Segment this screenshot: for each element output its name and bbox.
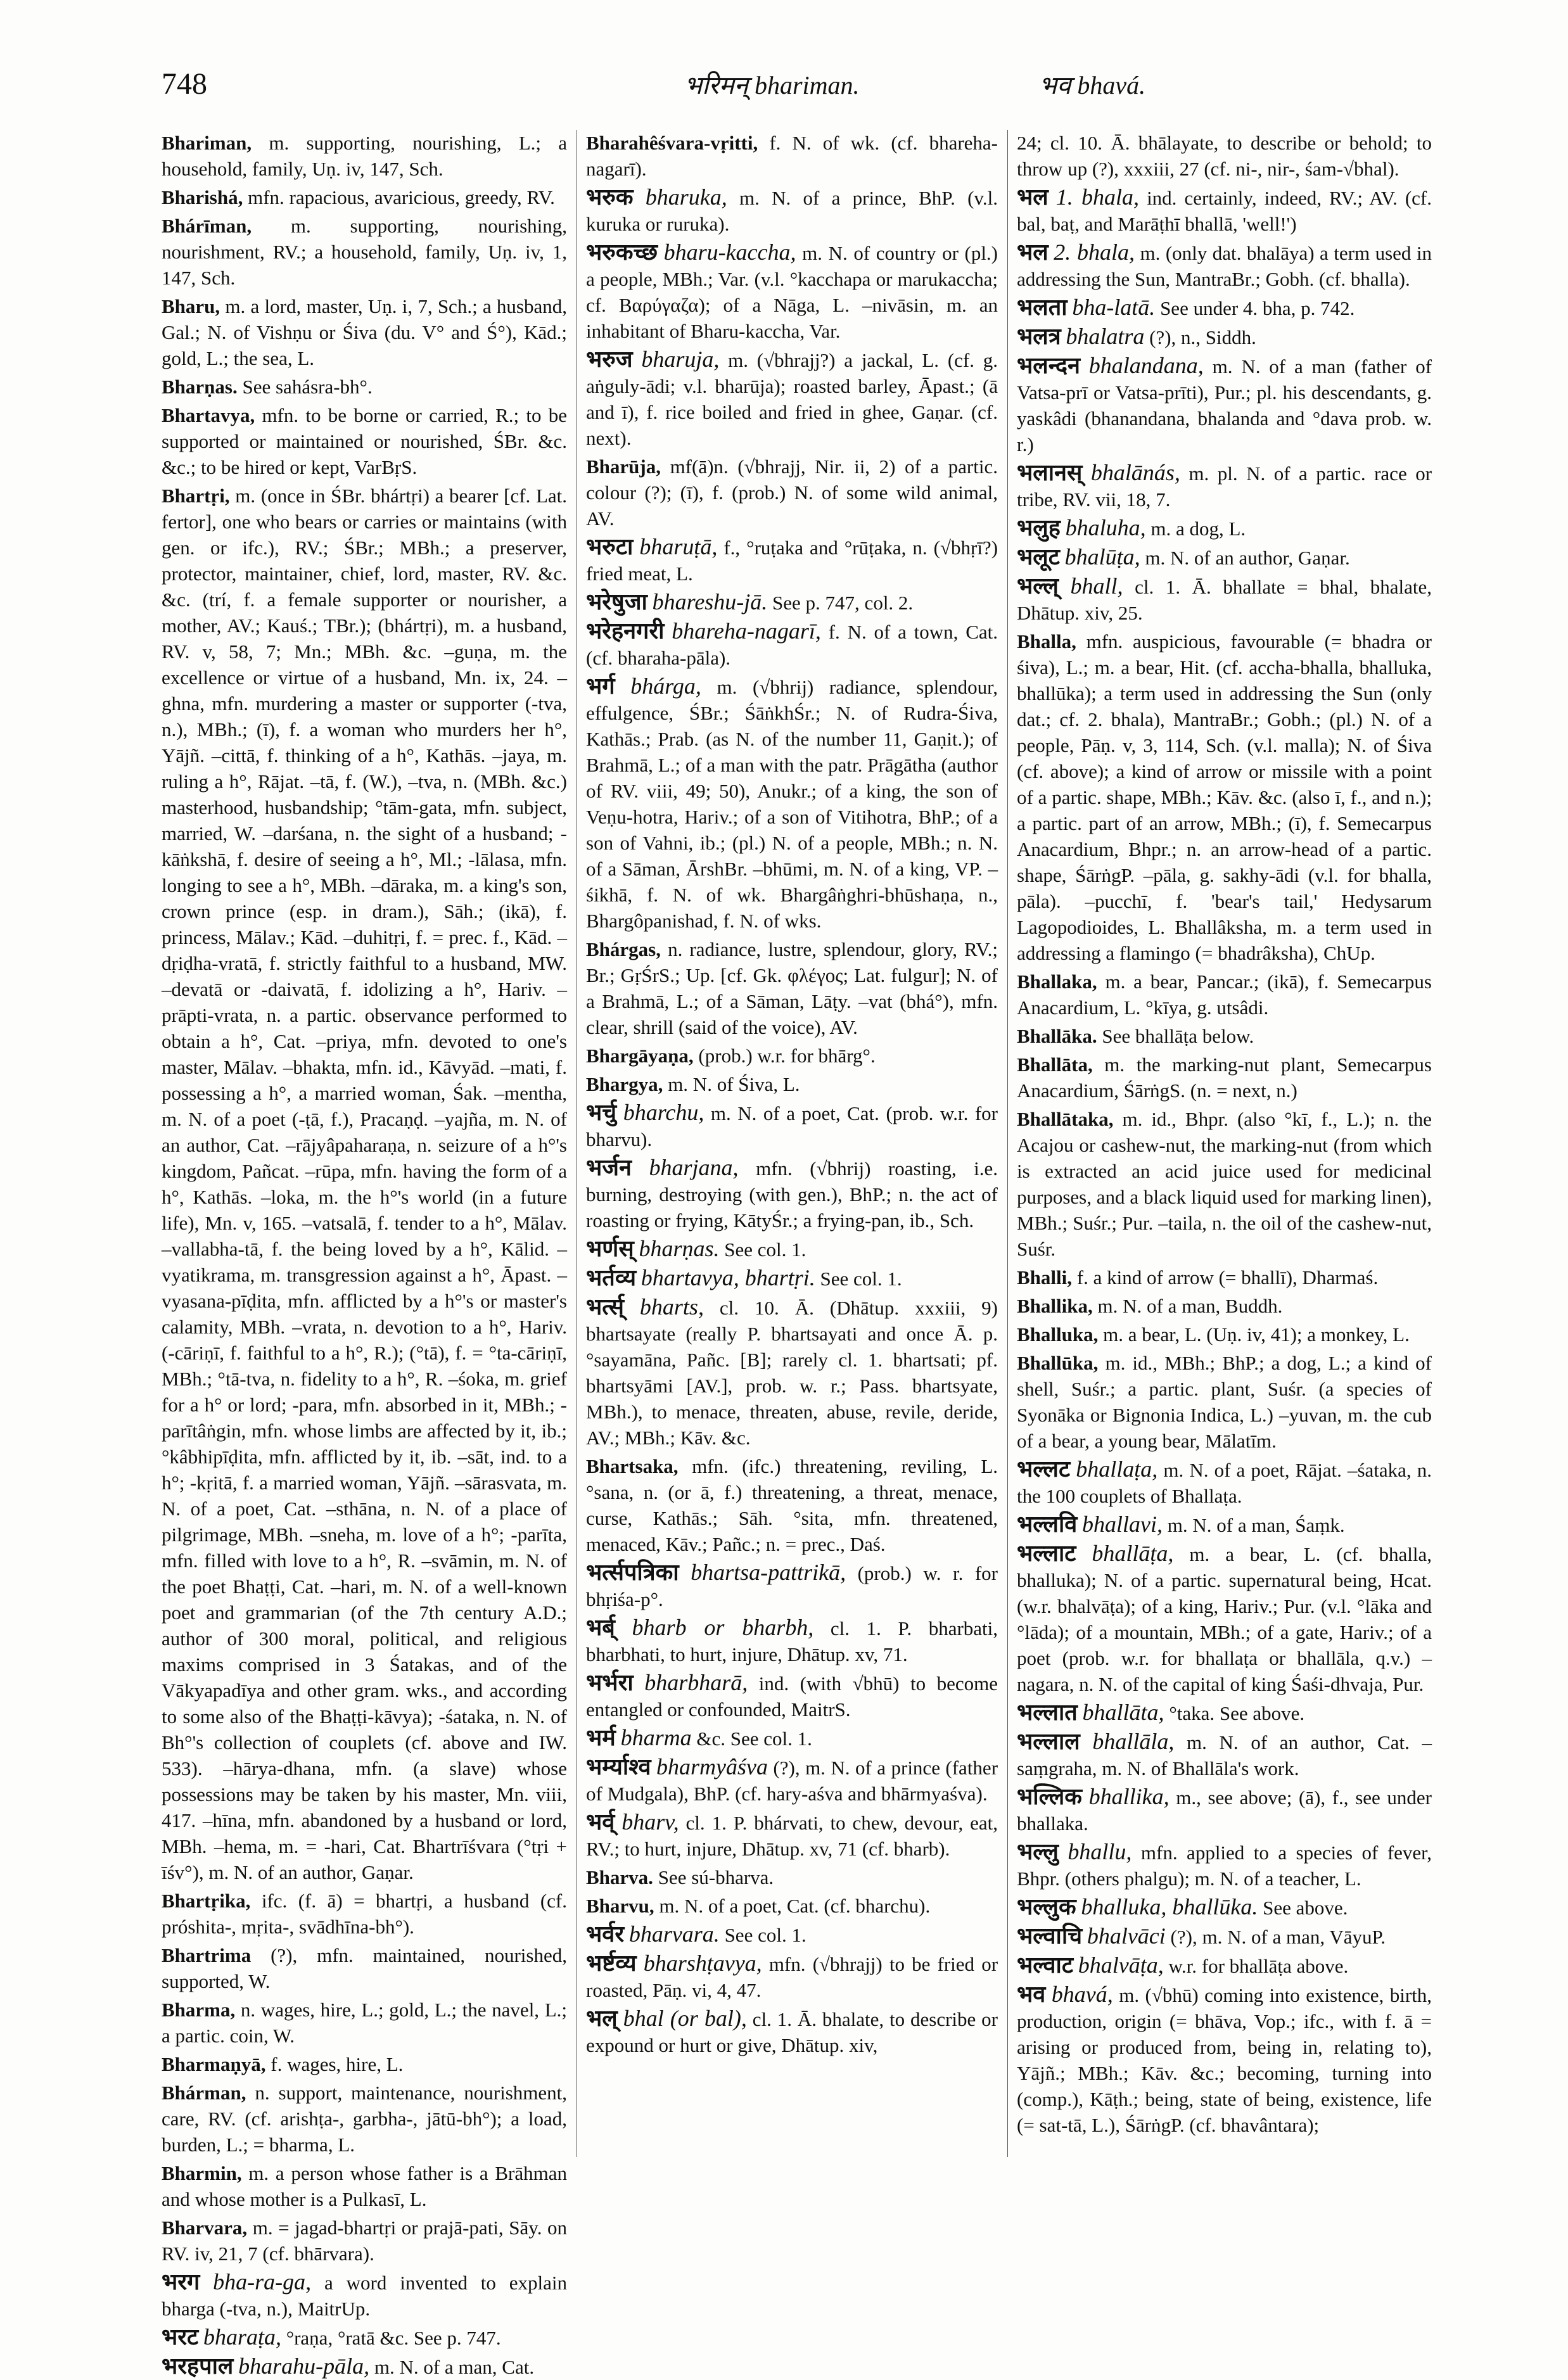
devanagari-headword: भरेषुजा — [586, 589, 647, 615]
dictionary-entry — [586, 534, 998, 587]
dictionary-entry — [162, 1888, 567, 1940]
headword: Bhallātaka, — [1017, 1108, 1114, 1130]
headword: bhartavya, bhartṛi. — [641, 1265, 815, 1290]
definition-text: See col. 1. — [724, 1238, 806, 1261]
dictionary-entry — [1017, 353, 1432, 457]
devanagari-headword: भल्वाचि — [1017, 1923, 1083, 1949]
dictionary-entry — [1017, 1052, 1432, 1104]
headword: bhallāta, — [1082, 1700, 1164, 1725]
definition-text: cl. 1. Ā. bhalate, to describe or expound or hurt or give, Dhātup. xiv, — [586, 2008, 998, 2056]
devanagari-headword: भरेहनगरी — [586, 618, 665, 644]
dictionary-entry — [586, 347, 998, 451]
headword: Bharmin, — [162, 2162, 242, 2184]
headword: bha-latā. — [1072, 295, 1156, 320]
dictionary-entry — [1017, 1982, 1432, 2138]
definition-text: cl. 10. Ā. (Dhātup. xxxiii, 9) bhartsayate (really P. bhartsayati and once Ā. p. °sayamāna, Pañc. [B]; rarely cl. 1. bhartsati; pf. bhartsyāmi [AV.], prob. w. r.; Pass. bhartsyate, MBh.), to menace, threaten, abuse, revile, deride, AV.; MBh.; Kāv. &c. — [586, 1297, 998, 1449]
headword: bhalatra — [1066, 324, 1145, 349]
dictionary-entry — [586, 454, 998, 531]
definition-text: mfn. rapacious, avaricious, greedy, RV. — [248, 186, 555, 208]
devanagari-headword: भर्जन — [586, 1155, 632, 1181]
devanagari-headword: भर्म्याश्व — [586, 1754, 651, 1780]
headword: bharu-kaccha, — [663, 239, 796, 265]
definition-text: m. N. of a poet, Rājat. –śataka, n. the 100 couplets of Bhallaṭa. — [1017, 1459, 1432, 1507]
column-3 — [1017, 130, 1432, 2176]
definition-text: m. supporting, nourishing, L.; a household, family, Uṇ. iv, 147, Sch. — [162, 132, 567, 180]
devanagari-headword: भर्णस् — [586, 1236, 634, 1262]
devanagari-headword: भर्भरा — [586, 1670, 634, 1696]
devanagari-headword: भलूट — [1017, 544, 1060, 570]
dictionary-entry — [162, 374, 567, 400]
devanagari-headword: भल — [1017, 239, 1049, 265]
dictionary-entry — [162, 483, 567, 1885]
headword: bhallavi, — [1082, 1511, 1163, 1537]
column-divider — [1007, 130, 1008, 2157]
definition-text: ind. certainly, indeed, RV.; AV. (cf. bal, baṭ, and Marāṭhī bhallā, 'well!') — [1017, 187, 1432, 235]
headword: Bhariman, — [162, 132, 252, 154]
headword: Bhallāta, — [1017, 1053, 1093, 1076]
headword: Bharūja, — [586, 455, 661, 478]
definition-text: See p. 747, col. 2. — [772, 592, 914, 614]
page-header — [0, 67, 1568, 117]
headword: Bhartṛi, — [162, 485, 230, 507]
headword: Bhárman, — [162, 2082, 246, 2104]
headword: bhallāla, — [1092, 1729, 1175, 1754]
devanagari-headword: भरुकच्छ — [586, 239, 658, 265]
devanagari-headword: भर्व् — [586, 1809, 615, 1835]
devanagari-headword: भल्लुक — [1017, 1894, 1076, 1920]
definition-text: m. a person whose father is a Brāhman and whose mother is a Pulkasī, L. — [162, 2162, 568, 2210]
devanagari-headword: भलुह — [1017, 515, 1061, 541]
definition-text: &c. See col. 1. — [696, 1728, 812, 1750]
headword: bhalānás, — [1090, 460, 1180, 485]
dictionary-entry — [586, 589, 998, 616]
dictionary-entry — [586, 1754, 998, 1807]
headword: Bhallūka, — [1017, 1352, 1099, 1374]
dictionary-entry — [1017, 1839, 1432, 1892]
devanagari-headword: भरुक — [586, 184, 634, 210]
definition-text: m. (√bhū) coming into existence, birth, production, origin (= bhāva, Vop.; ifc., with f. ā = arising or produced from, being in, relating to), Yājñ.; MBh.; Kāv. &c.; becoming, turning into (comp.), Kāṭh.; being, state of being, existence, life (= sat-tā, L.), ŚārṅgP. (cf. bhavântara); — [1017, 1984, 1432, 2136]
definition-text: mfn. auspicious, favourable (= bhadra or śiva), L.; m. a bear, Hit. (cf. accha-bhalla, bhalluka, bhallūka); a term used in addressing the Sun (only dat.; cf. 2. bhala), MantraBr.; Gobh.; (pl.) N. of a people, Pāṇ. v, 3, 114, Sch. (v.l. malla); N. of Śiva (cf. above); a kind of arrow or missile with a point of a partic. shape, MBh.; Kāv. &c. (also ī, f., and n.); a partic. part of an arrow, MBh.; (ī), f. Semecarpus Anacardium, Bhpr.; n. an arrow-head of a partic. shape, ŚārṅgP. –pāla, g. sakhy-ādi (v.l. for bhalla, pāla). –pucchī, f. 'bear's tail,' Hedysarum Lagopodioides, L. Bhallâksha, m. a term used in addressing a flamingo (= bhadrâksha), ChUp. — [1017, 630, 1432, 964]
definition-text: m. (only dat. bhalāya) a term used in addressing the Sun, MantraBr.; Gobh. (cf. bhalla). — [1017, 242, 1432, 290]
dictionary-entry — [1017, 544, 1432, 571]
devanagari-headword: भर्ष्टव्य — [586, 1950, 637, 1976]
dictionary-entry — [1017, 573, 1432, 626]
definition-text: m. the marking-nut plant, Semecarpus Anacardium, ŚārṅgS. (n. = next, n.) — [1017, 1053, 1432, 1102]
definition-text: m. id., Bhpr. (also °kī, f., L.); n. the Acajou or cashew-nut, the marking-nut (from which is extracted an acid juice used for medicinal purposes, and a black liquid used for marking linen), MBh.; Suśr.; Pur. –taila, n. the oil of the cashew-nut, Suśr. — [1017, 1108, 1432, 1260]
definition-text: m. N. of an author, Gaṇar. — [1145, 547, 1350, 569]
definition-text: (?), m. N. of a man, VāyuP. — [1170, 1926, 1386, 1948]
devanagari-headword: भल्लु — [1017, 1839, 1059, 1865]
headword: bhallu, — [1068, 1839, 1132, 1864]
headword: Bharvu, — [586, 1895, 654, 1917]
headword: bhallika, — [1088, 1784, 1170, 1809]
headword: Bharu, — [162, 295, 220, 317]
definition-text: f., °ruṭaka and °rūṭaka, n. (√bhṛī?) fried meat, L. — [586, 537, 998, 585]
devanagari-headword: भलत्र — [1017, 324, 1061, 350]
headword: 1. bhala, — [1055, 184, 1140, 210]
dictionary-entry — [586, 1155, 998, 1233]
dictionary-entry — [586, 1560, 998, 1612]
dictionary-entry — [586, 1294, 998, 1451]
headword: 2. bhala, — [1054, 239, 1135, 265]
definition-text: m. a bear, Pancar.; (ikā), f. Semecarpus Anacardium, L. °kīya, g. utsâdi. — [1017, 970, 1432, 1019]
definition-text: (?), n., Siddh. — [1149, 326, 1256, 348]
devanagari-headword: भल्वाट — [1017, 1952, 1074, 1978]
headword: bhalluka, bhallūka. — [1081, 1894, 1258, 1919]
headword: Bhartsaka, — [586, 1455, 679, 1477]
devanagari-headword: भल्लट — [1017, 1456, 1071, 1482]
dictionary-entry — [1017, 1923, 1432, 1950]
headword: Bhargāyaṇa, — [586, 1045, 694, 1067]
headword: bharb or bharbh, — [632, 1615, 814, 1640]
dictionary-entry — [586, 1725, 998, 1752]
right-running-head: भव bhavá. — [1039, 71, 1146, 99]
dictionary-entry — [1017, 1456, 1432, 1509]
left-running-head: भरिमन् bhariman. — [684, 71, 860, 99]
headword: Bhalluka, — [1017, 1323, 1099, 1346]
definition-text: cl. 1. P. bhárvati, to chew, devour, eat, RV.; to hurt, injure, Dhātup. xv, 71 (cf. bharb). — [586, 1812, 998, 1860]
definition-text: m. N. of a man, Cat. — [374, 2356, 535, 2378]
headword: bhal (or bal), — [623, 2006, 747, 2031]
definition-text: m. N. of a man (father of Vatsa-prī or Vatsa-prīti), Pur.; pl. his descendants, g. yaskâdi (bhanandana, bhalanda and °dava prob. w. r.) — [1017, 355, 1432, 455]
definition-text: m. N. of a poet, Cat. (cf. bharchu). — [659, 1895, 931, 1917]
dictionary-entry — [586, 1236, 998, 1263]
headword: bharshṭavya, — [643, 1950, 762, 1976]
dictionary-entry — [162, 2269, 567, 2322]
devanagari-headword: भलता — [1017, 295, 1068, 321]
definition-text: m. N. of a man, Buddh. — [1097, 1295, 1283, 1317]
definition-text: mfn. (ifc.) threatening, reviling, L. °sana, n. (or ā, f.) threatening, a threat, menace, curse, Kathās.; Sāh. °sita, mfn. threatened, menaced, Kāv.; Pañc.; n. = prec., Daś. — [586, 1455, 998, 1555]
devanagari-headword: भर्त्सपत्रिका — [586, 1560, 679, 1586]
headword: Bharahêśvara-vṛitti, — [586, 132, 758, 154]
headword: bharvara. — [628, 1921, 720, 1947]
headword: Bharishá, — [162, 186, 243, 208]
dictionary-entry — [1017, 460, 1432, 512]
definition-text: m. a lord, master, Uṇ. i, 7, Sch.; a husband, Gal.; N. of Vishṇu or Śiva (du. V° and Ś°), Kād.; gold, L.; the sea, L. — [162, 295, 567, 369]
dictionary-entry — [1017, 239, 1432, 292]
dictionary-entry — [1017, 1511, 1432, 1538]
dictionary-entry — [162, 2324, 567, 2351]
devanagari-headword: भर्ग — [586, 673, 615, 699]
headword: Bhallika, — [1017, 1295, 1093, 1317]
headword: bhallaṭa, — [1076, 1456, 1158, 1482]
dictionary-entry — [162, 1942, 567, 1994]
definition-text: m. N. of country or (pl.) a people, MBh.; Var. (v.l. °kacchapa or marukaccha; cf. Βαρύγαζα); of a Nāga, L. –nivāsin, m. an inhabitant of Bharu-kaccha, Var. — [586, 242, 998, 342]
dictionary-entry — [1017, 1293, 1432, 1319]
column-2 — [586, 130, 998, 2176]
devanagari-headword: भल्लात — [1017, 1700, 1078, 1726]
definition-text: m. a bear, L. (Uṇ. iv, 41); a monkey, L. — [1103, 1323, 1410, 1346]
page-number: 748 — [162, 67, 207, 101]
definition-text: m. supporting, nourishing, nourishment, RV.; a household, family, Uṇ. iv, 1, 147, Sch. — [162, 215, 567, 289]
definition-text: cl. 1. Ā. bhallate = bhal, bhalate, Dhātup. xiv, 25. — [1017, 576, 1432, 624]
headword: bhalūṭa, — [1064, 544, 1140, 570]
definition-text: n. support, maintenance, nourishment, care, RV. (cf. arishṭa-, garbha-, jātū-bh°); a load, burden, L.; = bharma, L. — [162, 2082, 567, 2156]
devanagari-headword: भरुटा — [586, 534, 634, 560]
headword: Bhárgas, — [586, 938, 661, 960]
definition-text: (prob.) w.r. for bhārg°. — [698, 1045, 876, 1067]
dictionary-entry — [1017, 1894, 1432, 1921]
headword: bhallāṭa, — [1092, 1541, 1174, 1566]
headword: bhareshu-jā. — [652, 589, 768, 614]
headword: bharṇas. — [639, 1236, 720, 1261]
headword: Bharṇas. — [162, 376, 238, 398]
dictionary-entry — [586, 1100, 998, 1152]
headword: Bhallaka, — [1017, 970, 1097, 993]
devanagari-headword: भल्लवि — [1017, 1511, 1078, 1537]
headword: Bhallāka. — [1017, 1025, 1097, 1047]
devanagari-headword: भल्ल् — [1017, 573, 1059, 599]
devanagari-headword: भर्त्स् — [586, 1294, 624, 1320]
definition-text: m. N. of a prince, BhP. (v.l. kuruka or ruruka). — [586, 187, 998, 235]
definition-text: See sú-bharva. — [658, 1866, 774, 1888]
dictionary-entry — [162, 402, 567, 480]
headword: bhárga, — [630, 673, 701, 699]
definition-text: See sahásra-bh°. — [242, 376, 373, 398]
definition-text: m. (√bhrajj?) a jackal, L. (cf. g. aṅguly-ādi; v.l. bharūja); roasted barley, Āpast.; (ā and ī), f. rice boiled and fried in ghee, Gaṇar. (cf. next). — [586, 349, 998, 449]
dictionary-entry — [586, 1265, 998, 1292]
dictionary-entry — [586, 1670, 998, 1722]
headword: Bharma, — [162, 1999, 236, 2021]
devanagari-headword: भव — [1017, 1982, 1046, 2008]
dictionary-entry — [1017, 1784, 1432, 1836]
devanagari-headword: भर्तव्य — [586, 1265, 637, 1291]
dictionary-entry — [586, 1921, 998, 1948]
dictionary-entry — [162, 130, 567, 182]
headword: bharchu, — [623, 1100, 704, 1125]
definition-text: (prob.) w. r. for bhṛiśa-p°. — [586, 1562, 998, 1610]
devanagari-headword: भर्ब् — [586, 1615, 615, 1641]
definition-text: 24; cl. 10. Ā. bhālayate, to describe or behold; to throw up (?), xxxiii, 27 (cf. ni-, nir-, śam-√bhal). — [1017, 132, 1432, 180]
dictionary-entry — [586, 1809, 998, 1862]
headword: Bhalla, — [1017, 630, 1076, 652]
headword: Bhargya, — [586, 1073, 663, 1095]
dictionary-entry — [1017, 1541, 1432, 1697]
dictionary-entry — [162, 293, 567, 371]
definition-text: cl. 1. P. bharbati, bharbhati, to hurt, injure, Dhātup. xv, 71. — [586, 1617, 998, 1665]
dictionary-entry — [162, 1997, 567, 2049]
headword: bhalandana, — [1088, 353, 1204, 378]
headword: Bhalli, — [1017, 1266, 1073, 1289]
dictionary-entry — [1017, 184, 1432, 237]
headword: bharaṭa, — [203, 2324, 281, 2350]
dictionary-entry — [1017, 969, 1432, 1021]
definition-text: f. a kind of arrow (= bhallī), Dharmaś. — [1076, 1266, 1379, 1289]
headword: Bharvara, — [162, 2217, 248, 2239]
headword: bhalvāci — [1087, 1923, 1166, 1949]
definition-text: m. a bear, L. (cf. bhalla, bhalluka); N. of a partic. supernatural being, Hcat. (w.r. bhalvāṭa); of a king, Hariv.; Pur. (v.l. °lāka and °lāda); of a mountain, MBh.; of a gate, Hariv.; of a poet (prob. w.r. for bhallaṭa or bhallāla, q.v.) –nagara, n. N. of the capital of king Śaśi-dhvaja, Pur. — [1017, 1543, 1432, 1695]
dictionary-entry — [586, 1453, 998, 1557]
definition-text: See under 4. bha, p. 742. — [1160, 297, 1355, 319]
headword: bhaluha, — [1065, 515, 1146, 540]
devanagari-headword: भल — [1017, 184, 1049, 210]
headword: bharts, — [639, 1294, 704, 1320]
definition-text: (?), m. N. of a prince (father of Mudgala), BhP. (cf. hary-aśva and bhārmyaśva). — [586, 1757, 998, 1805]
devanagari-headword: भल्लाट — [1017, 1541, 1076, 1567]
dictionary-entry — [586, 673, 998, 934]
devanagari-headword: भल् — [586, 2006, 618, 2032]
definition-text: °taka. See above. — [1169, 1702, 1305, 1724]
definition-text: m. pl. N. of a partic. race or tribe, RV. vii, 18, 7. — [1017, 462, 1432, 511]
definition-text: m. N. of a poet, Cat. (prob. w.r. for bharvu). — [586, 1102, 998, 1150]
dictionary-entry — [586, 1950, 998, 2003]
definition-text: n. radiance, lustre, splendour, glory, RV.; Br.; GṛŚrS.; Up. [cf. Gk. φλέγος; Lat. fulgur]; N. of a Brahmā, L.; of a Sāman, Lāṭy. –vat (bhá°), mfn. clear, shrill (said of the voice), AV. — [586, 938, 998, 1038]
headword: bharahu-pāla, — [238, 2353, 370, 2379]
definition-text: mfn. applied to a species of fever, Bhpr. (others phalgu); m. N. of a teacher, L. — [1017, 1842, 1432, 1890]
dictionary-entry — [162, 2051, 567, 2077]
dictionary-entry — [586, 184, 998, 237]
dictionary-entry — [1017, 130, 1432, 182]
devanagari-headword: भलानस् — [1017, 460, 1083, 486]
definition-text: See col. 1. — [820, 1268, 902, 1290]
devanagari-headword: भल्लाल — [1017, 1729, 1080, 1755]
headword: bhalvāṭa, — [1078, 1952, 1164, 1978]
definition-text: f. N. of wk. (cf. bhareha-nagarī). — [586, 132, 998, 180]
headword: bhartsa-pattrikā, — [691, 1560, 846, 1585]
definition-text: m. id., MBh.; BhP.; a dog, L.; a kind of shell, Suśr.; a partic. plant, Suśr. (a species of Syonāka or Bignonia Indica, L.) –yuvan, m. the cub of a bear, a young bear, Mālatīm. — [1017, 1352, 1432, 1452]
dictionary-entry — [162, 2353, 567, 2380]
definition-text: mfn. (√bhrij) roasting, i.e. burning, destroying (with gen.), BhP.; n. the act of roasting or frying, KātyŚr.; a frying-pan, ib., Sch. — [586, 1157, 998, 1231]
headword: bharuja, — [641, 347, 720, 372]
headword: Bhartṛika, — [162, 1890, 251, 1912]
definition-text: °raṇa, °ratā &c. See p. 747. — [286, 2327, 501, 2349]
devanagari-headword: भल्लिक — [1017, 1784, 1082, 1810]
dictionary-entry — [1017, 295, 1432, 321]
dictionary-entry — [1017, 515, 1432, 542]
headword: bharmyâśva — [656, 1754, 768, 1779]
definition-text: m. (once in ŚBr. bhártṛi) a bearer [cf. Lat. fertor], one who bears or carries or maintains (with gen. or ifc.), RV.; ŚBr.; MBh.; a preserver, protector, maintainer, chief, lord, master, RV. &c. &c. (trí, f. a female supporter or nourisher, a mother, AV.; Kauś.; TBr.); (bhártṛi), m. a husband, RV. v, 58, 7; Mn.; MBh. &c. –guṇa, m. the excellence or virtue of a husband, Mn. ix, 24. –ghna, mfn. murdering a master or supporter (-tva, n.), MBh.; (ī), f. a woman who murders her h°, Yājñ. –cittā, f. thinking of a h°, Kathās. –jaya, m. ruling a h°, Rājat. –tā, f. (W.), –tva, n. (MBh. &c.) masterhood, husbandship; °tām-gata, mfn. subject, married, W. –darśana, n. the sight of a husband; -kāṅkshā, f. desire of seeing a h°, Ml.; -lālasa, mfn. longing to see a h°, MBh. –dāraka, m. a king's son, crown prince (esp. in dram.), Sāh.; (ikā), f. princess, Mālav.; Kād. –duhitṛi, f. = prec. f., Kād. –dṛiḍha-vratā, f. strictly faithful to a husband, MW. –devatā or -daivatā, f. idolizing a h°, Hariv. –prāpti-vrata, n. a partic. observance performed to obtain a h°, Cat. –priya, mfn. devoted to one's master, Mālav. –bhakta, mfn. id., Kāvyād. –mati, f. possessing a h°, a married woman, Śak. –mentha, m. N. of a poet (-ṭā, f.), Pracaṇḍ. –yajña, m. N. of an author, Cat. –rājyâpaharaṇa, n. seizure of a h°'s kingdom, Pañcat. –rūpa, mfn. having the form of a h°, Kathās. –loka, m. the h°'s world (in a future life), Mn. v, 165. –vatsalā, f. tender to a h°, Mālav. –vallabha-tā, f. the being loved by a h°, Kālid. –vyatikrama, m. transgression against a h°, Āpast. –vyasana-pīḍita, mfn. afflicted by a h°'s or master's calamity, MBh. –vrata, n. devotion to a h°, Hariv. (-cāriṇī, f. faithful to a h°, R.); (°tā), f. = °ta-cāriṇī, MBh.; °tā-tva, n. fidelity to a h°, R. –śoka, m. grief for a h° or lord; -para, mfn. absorbed in it, MBh.; -parītâṅgin, mfn. whose limbs are affected by it, ib.; °kâbhipīḍita, mfn. afflicted by it, ib. –sāt, ind. to a h°; -kṛitā, f. a married woman, Yājñ. –sārasvata, m. N. of a poet, Cat. –sthāna, n. N. of a place of pilgrimage, MBh. –sneha, m. love of a h°; -parīta, mfn. filled with love to a h°, R. –svāmin, m. N. of the poet Bhaṭṭi, Cat. –hari, m. N. of a well-known poet and grammarian (of the 7th century A.D.; author of 300 moral, political, and religious maxims comprised in 3 Śatakas, and of the Vākyapadīya and other gram. wks., and according to some also of the Bhaṭṭi-kāvya); -śataka, n. N. of Bh°'s collection of couplets (cf. above and IW. 533). –hārya-dhana, mfn. (a slave) whose possessions may be taken by his master, Mn. viii, 417. –hīna, mfn. abandoned by a husband or lord, MBh. –hema, m. = -hari, Cat. Bhartrīśvara (°tṛi + īśv°), m. N. of an author, Gaṇar. — [162, 485, 568, 1883]
devanagari-headword: भरग — [162, 2269, 200, 2295]
headword: bha-ra-ga, — [213, 2269, 312, 2294]
definition-text: mfn. to be borne or carried, R.; to be supported or maintained or nourished, ŚBr. &c. &c.; to be hired or kept, VarBṛS. — [162, 404, 567, 478]
devanagari-headword: भरट — [162, 2324, 199, 2350]
definition-text: m. (√bhrij) radiance, splendour, effulgence, ŚBr.; ŚāṅkhŚr.; N. of Rudra-Śiva, Kathās.; Prab. (as N. of the number 11, Gaṇit.); of Brahmā, L.; of a man with the patr. Prāgātha (author of RV. viii, 49; 50), Anukr.; of a king, the son of Veṇu-hotra, Hariv.; of a son of Vitihotra, BhP.; of a son of Vahni, ib.; (pl.) N. of a people, MBh.; n. N. of a Sāman, ĀrshBr. –bhūmi, m. N. of a king, VP. –śikhā, f. N. of wk. Bhargâṅghri-bhūshaṇa, n., Bhargôpanishad, f. N. of wks. — [586, 676, 998, 932]
dictionary-entry — [162, 2215, 567, 2267]
dictionary-entry — [1017, 1350, 1432, 1454]
dictionary-entry — [586, 1043, 998, 1069]
dictionary-entry — [1017, 1023, 1432, 1049]
devanagari-headword: भलन्दन — [1017, 353, 1080, 379]
definition-text: mf(ā)n. (√bhrajj, Nir. ii, 2) of a partic. colour (?); (ī), f. (prob.) N. of some wild animal, AV. — [586, 455, 998, 530]
headword: bharv, — [621, 1809, 679, 1835]
headword: bharuka, — [645, 184, 727, 210]
headword: Bharmaṇyā, — [162, 2053, 266, 2075]
definition-text: ifc. (f. ā) = bhartṛi, a husband (cf. próshita-, mṛita-, svādhīna-bh°). — [162, 1890, 567, 1938]
headword: Bhartrima — [162, 1944, 252, 1966]
dictionary-entry — [586, 936, 998, 1040]
headword: bhall, — [1070, 573, 1123, 599]
headword: Bhartavya, — [162, 404, 255, 426]
dictionary-entry — [586, 1615, 998, 1667]
dictionary-entry — [1017, 324, 1432, 350]
headword: bharma — [620, 1725, 692, 1750]
dictionary-entry — [162, 213, 567, 291]
definition-text: m. N. of Śiva, L. — [668, 1073, 800, 1095]
definition-text: mfn. (√bhrajj) to be fried or roasted, Pāṇ. vi, 4, 47. — [586, 1953, 998, 2001]
devanagari-headword: भर्वर — [586, 1921, 625, 1947]
definition-text: (?), mfn. maintained, nourished, supported, W. — [162, 1944, 567, 1992]
dictionary-entry — [586, 239, 998, 344]
definition-text: See above. — [1263, 1897, 1348, 1919]
headword: bhavá, — [1051, 1982, 1113, 2007]
headword: bharjana, — [649, 1155, 739, 1180]
devanagari-headword: भर्म — [586, 1725, 616, 1751]
definition-text: m. a dog, L. — [1151, 518, 1246, 540]
headword: Bharva. — [586, 1866, 653, 1888]
dictionary-entry — [586, 1893, 998, 1919]
definition-text: See col. 1. — [724, 1924, 806, 1946]
headword: bharuṭā, — [639, 534, 718, 559]
dictionary-entry — [586, 130, 998, 182]
definition-text: f. N. of a town, Cat. (cf. bharaha-pāla). — [586, 621, 998, 669]
definition-text: m., see above; (ā), f., see under bhallaka. — [1017, 1786, 1432, 1835]
devanagari-headword: भरहपाल — [162, 2353, 234, 2379]
definition-text: f. wages, hire, L. — [271, 2053, 404, 2075]
definition-text: a word invented to explain bharga (-tva, n.), MaitrUp. — [162, 2272, 568, 2320]
definition-text: w.r. for bhallāṭa above. — [1168, 1955, 1349, 1977]
definition-text: m. = jagad-bhartṛi or prajā-pati, Sāy. on RV. iv, 21, 7 (cf. bhārvara). — [162, 2217, 567, 2265]
dictionary-entry — [1017, 1264, 1432, 1290]
dictionary-entry — [586, 2006, 998, 2058]
dictionary-entry — [1017, 1700, 1432, 1726]
dictionary-entry — [1017, 1106, 1432, 1262]
dictionary-entry — [1017, 1729, 1432, 1781]
dictionary-entry — [1017, 1321, 1432, 1347]
definition-text: See bhallāṭa below. — [1102, 1025, 1254, 1047]
dictionary-entry — [586, 1864, 998, 1890]
headword: bhareha-nagarī, — [672, 618, 821, 644]
definition-text: ind. (with √bhū) to become entangled or confounded, MaitrS. — [586, 1672, 998, 1721]
headword: bharbharā, — [644, 1670, 748, 1695]
definition-text: m. N. of a man, Śaṃk. — [1167, 1514, 1345, 1536]
headword: Bhárīman, — [162, 215, 252, 237]
definition-text: n. wages, hire, L.; gold, L.; the navel, L.; a partic. coin, W. — [162, 1999, 568, 2047]
devanagari-headword: भर्चु — [586, 1100, 617, 1126]
dictionary-entry — [586, 618, 998, 671]
dictionary-entry — [1017, 1952, 1432, 1979]
column-1 — [162, 130, 568, 2379]
definition-text: m. N. of an author, Cat. –saṃgraha, m. N. of Bhallāla's work. — [1017, 1731, 1432, 1779]
devanagari-headword: भरुज — [586, 347, 633, 372]
dictionary-entry — [1017, 628, 1432, 966]
dictionary-entry — [162, 2080, 567, 2158]
dictionary-entry — [162, 2160, 567, 2212]
dictionary-entry — [586, 1071, 998, 1097]
dictionary-entry — [162, 184, 567, 210]
